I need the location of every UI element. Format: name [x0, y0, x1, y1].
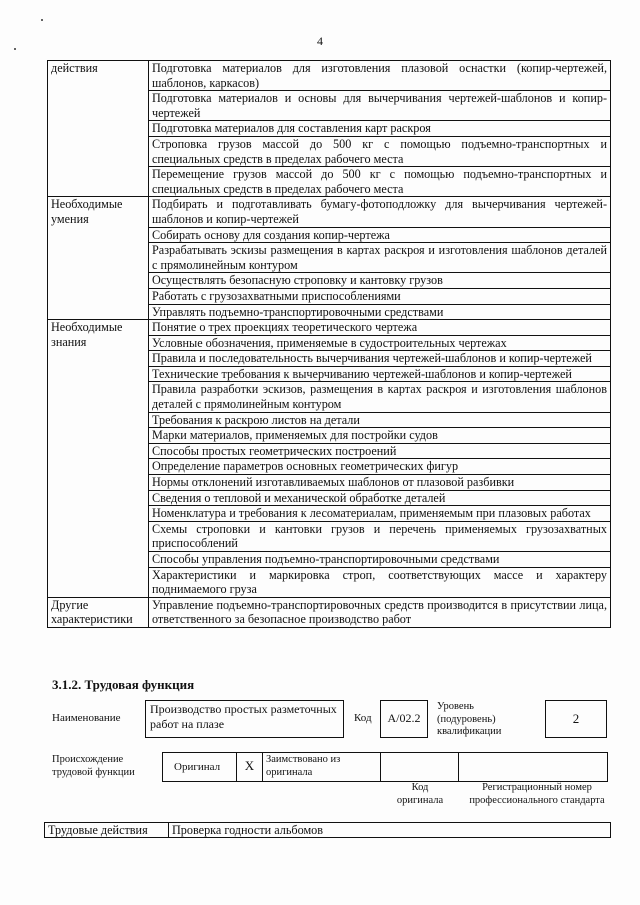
- item-cell: Правила и последовательность вычерчивания чертежей-шаблонов и копир-чертежей: [149, 351, 611, 367]
- level-value: 2: [572, 711, 580, 726]
- item-cell: Правила разработки эскизов, размещения в картах раскроя и изготовления шаблонов деталей с прямолинейным контуром: [149, 382, 611, 412]
- code-value: A/02.2: [387, 711, 421, 725]
- labor-actions-table: [44, 822, 611, 838]
- item-cell: Технические требования к вычерчиванию чертежей-шаблонов и копир-чертежей: [149, 366, 611, 382]
- category-cell: действия: [48, 61, 149, 197]
- item-cell: Сведения о тепловой и механической обработке деталей: [149, 490, 611, 506]
- item-cell: Номенклатура и требования к лесоматериалам, применяемым при плазовых работах: [149, 506, 611, 522]
- name-value: Производство простых разметочных работ на плазе: [150, 702, 337, 731]
- item-cell: Осуществлять безопасную строповку и кантовку грузов: [149, 273, 611, 289]
- item-cell: Проверка годности альбомов: [169, 823, 611, 838]
- origin-divider: [380, 752, 381, 782]
- level-label: Уровень (подуровень) квалификации: [437, 701, 502, 737]
- category-cell: Трудовые действия: [45, 823, 169, 838]
- item-cell: Способы управления подъемно-транспортировочными средствами: [149, 552, 611, 568]
- item-cell: Собирать основу для создания копир-чертежа: [149, 227, 611, 243]
- item-cell: Условные обозначения, применяемые в судостроительных чертежах: [149, 335, 611, 351]
- category-cell: Необходимые знания: [48, 320, 149, 598]
- code-label: Код: [354, 712, 372, 724]
- item-cell: Подготовка материалов для изготовления плазовой оснастки (копир-чертежей, шаблонов, каркасов): [149, 61, 611, 91]
- table-row: [48, 320, 611, 336]
- table-row: [48, 597, 611, 627]
- item-cell: Нормы отклонений изготавливаемых шаблонов от плазовой разбивки: [149, 475, 611, 491]
- table-row: [48, 61, 611, 91]
- category-cell: Другие характеристики: [48, 597, 149, 627]
- item-cell: Марки материалов, применяемых для постройки судов: [149, 428, 611, 444]
- item-cell: Подготовка материалов и основы для вычерчивания чертежей-шаблонов и копир-чертежей: [149, 91, 611, 121]
- item-cell: Определение параметров основных геометрических фигур: [149, 459, 611, 475]
- borrowed-label: Заимствовано из оригинала: [266, 754, 341, 778]
- item-cell: Управление подъемно-транспортировочных средств производится в присутствии лица, ответственного за безопасное производство работ: [149, 597, 611, 627]
- item-cell: Требования к раскрою листов на детали: [149, 412, 611, 428]
- item-cell: Характеристики и маркировка строп, соответствующих массе и характеру поднимаемого груза: [149, 567, 611, 597]
- scan-speck: [41, 19, 43, 21]
- item-cell: Управлять подъемно-транспортировочными средствами: [149, 304, 611, 320]
- item-cell: Перемещение грузов массой до 500 кг с помощью подъемно-транспортных и специальных средств в пределах рабочего места: [149, 167, 611, 197]
- reg-number-label: Регистрационный номер профессионального стандарта: [469, 782, 605, 806]
- item-cell: Строповка грузов массой до 500 кг с помощью подъемно-транспортных и специальных средств в пределах рабочего места: [149, 136, 611, 166]
- origin-divider: [262, 752, 263, 782]
- item-cell: Разрабатывать эскизы размещения в картах раскроя и изготовления шаблонов деталей с прямолинейным контуром: [149, 243, 611, 273]
- page-number: 4: [317, 34, 323, 48]
- section-heading: 3.1.2. Трудовая функция: [52, 677, 195, 692]
- category-cell: Необходимые умения: [48, 197, 149, 320]
- original-label: Оригинал: [174, 761, 221, 773]
- code-original-label: Код оригинала: [396, 782, 444, 806]
- origin-label: Происхождение трудовой функции: [52, 754, 135, 778]
- item-cell: Понятие о трех проекциях теоретического чертежа: [149, 320, 611, 336]
- original-mark: X: [244, 758, 255, 773]
- origin-divider: [458, 752, 459, 782]
- item-cell: Схемы строповки и кантовки грузов и перечень применяемых грузозахватных приспособлений: [149, 521, 611, 551]
- item-cell: Подбирать и подготавливать бумагу-фотоподложку для вычерчивания чертежей-шаблонов и копир-чертежей: [149, 197, 611, 227]
- origin-box: [162, 752, 608, 782]
- item-cell: Способы простых геометрических построений: [149, 443, 611, 459]
- competency-table: [47, 60, 611, 628]
- table-row: [48, 197, 611, 227]
- item-cell: Работать с грузозахватными приспособлениями: [149, 288, 611, 304]
- name-label: Наименование: [52, 712, 121, 724]
- item-cell: Подготовка материалов для составления карт раскроя: [149, 121, 611, 137]
